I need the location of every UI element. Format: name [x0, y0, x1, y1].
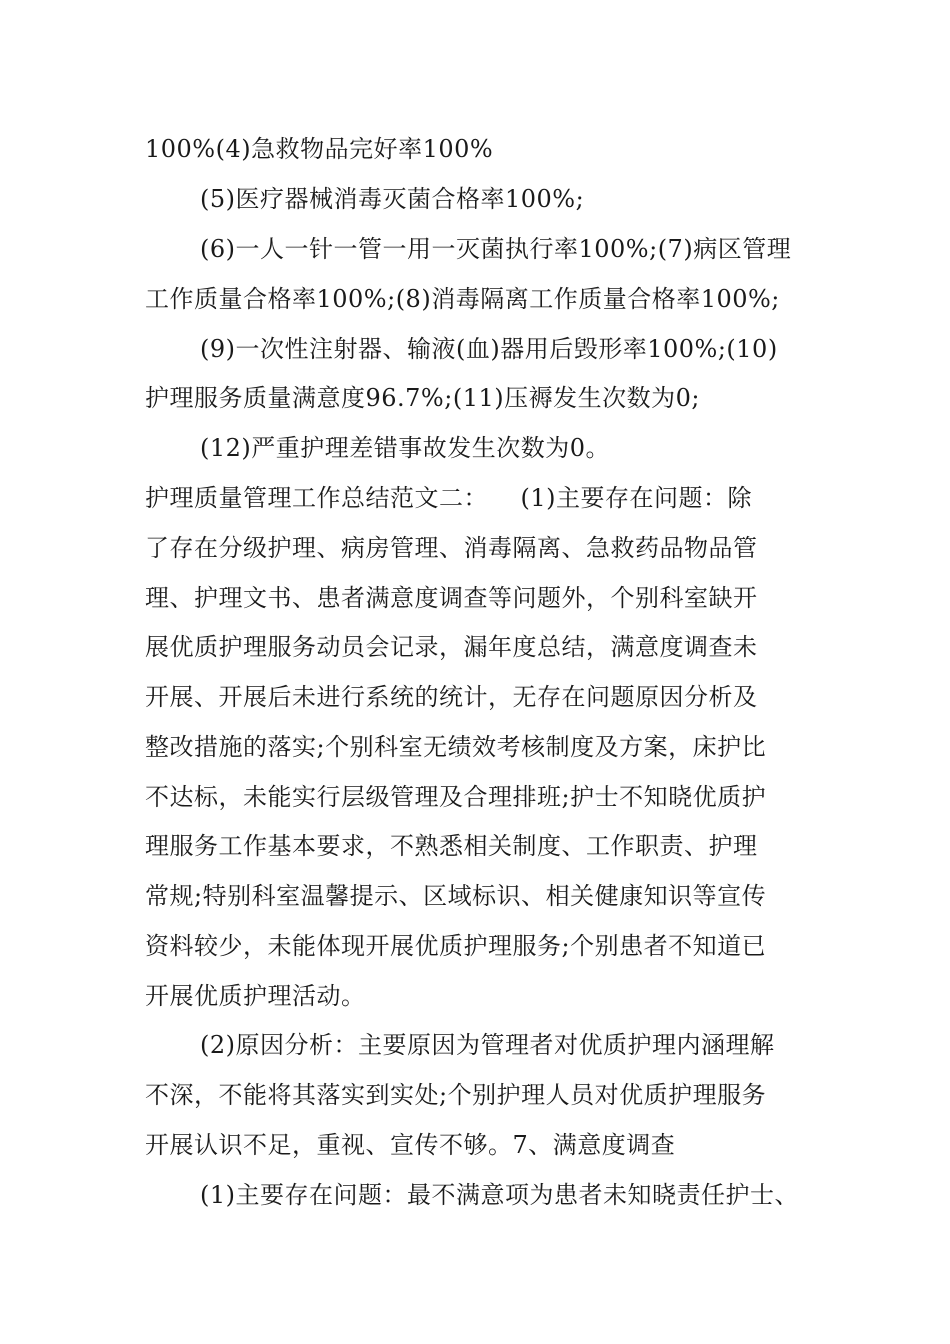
text-line: (6)一人一针一管一用一灭菌执行率100%;(7)病区管理 — [200, 235, 792, 263]
text-line: (5)医疗器械消毒灭菌合格率100%; — [200, 185, 585, 213]
text-line: 开展优质护理活动。 — [145, 982, 366, 1010]
text-line: (2)原因分析：主要原因为管理者对优质护理内涵理解 — [200, 1031, 775, 1059]
text-line: 展优质护理服务动员会记录，漏年度总结，满意度调查未 — [145, 633, 758, 661]
text-line: 不达标，未能实行层级管理及合理排班;护士不知晓优质护 — [145, 783, 767, 811]
text-line: (9)一次性注射器、输液(血)器用后毁形率100%;(10) — [200, 335, 778, 363]
text-line: 护理服务质量满意度96.7%;(11)压褥发生次数为0; — [145, 384, 700, 412]
text-line: 100%(4)急救物品完好率100% — [145, 135, 494, 163]
text-line: 开展、开展后未进行系统的统计，无存在问题原因分析及 — [145, 683, 758, 711]
text-line: 理服务工作基本要求，不熟悉相关制度、工作职责、护理 — [145, 832, 758, 860]
text-line: (1)主要存在问题：最不满意项为患者未知晓责任护士、 — [200, 1181, 799, 1209]
text-line: 理、护理文书、患者满意度调查等问题外，个别科室缺开 — [145, 584, 758, 612]
text-line: (12)严重护理差错事故发生次数为0。 — [200, 434, 611, 462]
text-line: 整改措施的落实;个别科室无绩效考核制度及方案，床护比 — [145, 733, 767, 761]
text-line: 常规;特别科室温馨提示、区域标识、相关健康知识等宣传 — [145, 882, 767, 910]
text-line: 不深，不能将其落实到实处;个别护理人员对优质护理服务 — [145, 1081, 767, 1109]
text-line: 了存在分级护理、病房管理、消毒隔离、急救药品物品管 — [145, 534, 758, 562]
section-heading-line: 护理质量管理工作总结范文二： (1)主要存在问题：除 — [145, 484, 753, 512]
text-line: 开展认识不足，重视、宣传不够。7、满意度调查 — [145, 1131, 676, 1159]
text-line: 工作质量合格率100%;(8)消毒隔离工作质量合格率100%; — [145, 285, 780, 313]
text-line: 资料较少，未能体现开展优质护理服务;个别患者不知道已 — [145, 932, 767, 960]
